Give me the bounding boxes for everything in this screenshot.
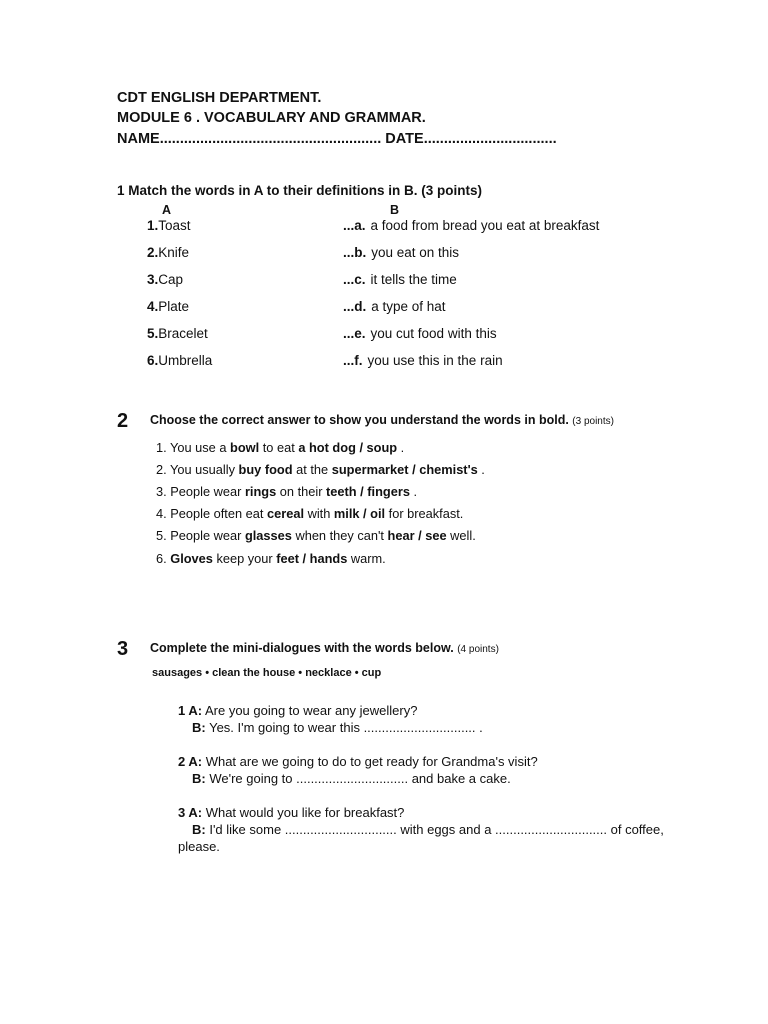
q1-definition-item: ...c. it tells the time: [343, 272, 457, 287]
q1-definition-item: ...f. you use this in the rain: [343, 353, 503, 368]
q2-item: 3. People wear rings on their teeth / fingers .: [156, 484, 418, 499]
department-title: CDT ENGLISH DEPARTMENT.: [117, 90, 322, 106]
q3-number: 3: [117, 638, 129, 660]
q2-item: 5. People wear glasses when they can't hear / see well.: [156, 528, 476, 543]
word-box: sausages • clean the house • necklace • cup: [152, 667, 382, 679]
dialogue-2-a: 2 A: What are we going to do to get ready for Grandma's visit?: [178, 754, 538, 769]
q1-definition-item: ...b. you eat on this: [343, 245, 460, 260]
dialogue-3-a: 3 A: What would you like for breakfast?: [178, 805, 405, 820]
q2-item: 1. You use a bowl to eat a hot dog / soup .: [156, 440, 405, 455]
q1-word-item: 6.Umbrella: [147, 353, 213, 368]
q2-item: 6. Gloves keep your feet / hands warm.: [156, 551, 386, 566]
q1-word-item: 3.Cap: [147, 272, 184, 287]
dialogue-3-c: please.: [178, 839, 220, 854]
q2-item: 4. People often eat cereal with milk / oil for breakfast.: [156, 506, 464, 521]
q1-title: 1 Match the words in A to their definitions in B. (3 points): [117, 183, 483, 198]
column-b-heading: B: [390, 203, 400, 217]
name-date-line: NAME....................................................... DATE.................................: [117, 131, 557, 147]
dialogue-1-a: 1 A: Are you going to wear any jewellery?: [178, 703, 418, 718]
dialogue-2-b: B: We're going to ............................... and bake a cake.: [192, 771, 511, 786]
q3-title: Complete the mini-dialogues with the words below. (4 points): [150, 641, 499, 655]
q1-word-item: 4.Plate: [147, 299, 190, 314]
q2-title: Choose the correct answer to show you understand the words in bold. (3 points): [150, 413, 614, 427]
column-a-heading: A: [162, 203, 172, 217]
q2-item: 2. You usually buy food at the supermarket / chemist's .: [156, 462, 485, 477]
q1-definition-item: ...e. you cut food with this: [343, 326, 497, 341]
module-title: MODULE 6 . VOCABULARY AND GRAMMAR.: [117, 110, 426, 126]
dialogue-1-b: B: Yes. I'm going to wear this ............................... .: [192, 720, 483, 735]
q1-word-item: 5.Bracelet: [147, 326, 208, 341]
q1-word-item: 2.Knife: [147, 245, 190, 260]
dialogue-3-b: B: I'd like some ............................... with eggs and a ............................... of coffee,: [192, 822, 664, 837]
q1-word-item: 1.Toast: [147, 218, 191, 233]
q1-definition-item: ...d. a type of hat: [343, 299, 446, 314]
q1-definition-item: ...a. a food from bread you eat at breakfast: [343, 218, 600, 233]
q2-number: 2: [117, 410, 129, 432]
